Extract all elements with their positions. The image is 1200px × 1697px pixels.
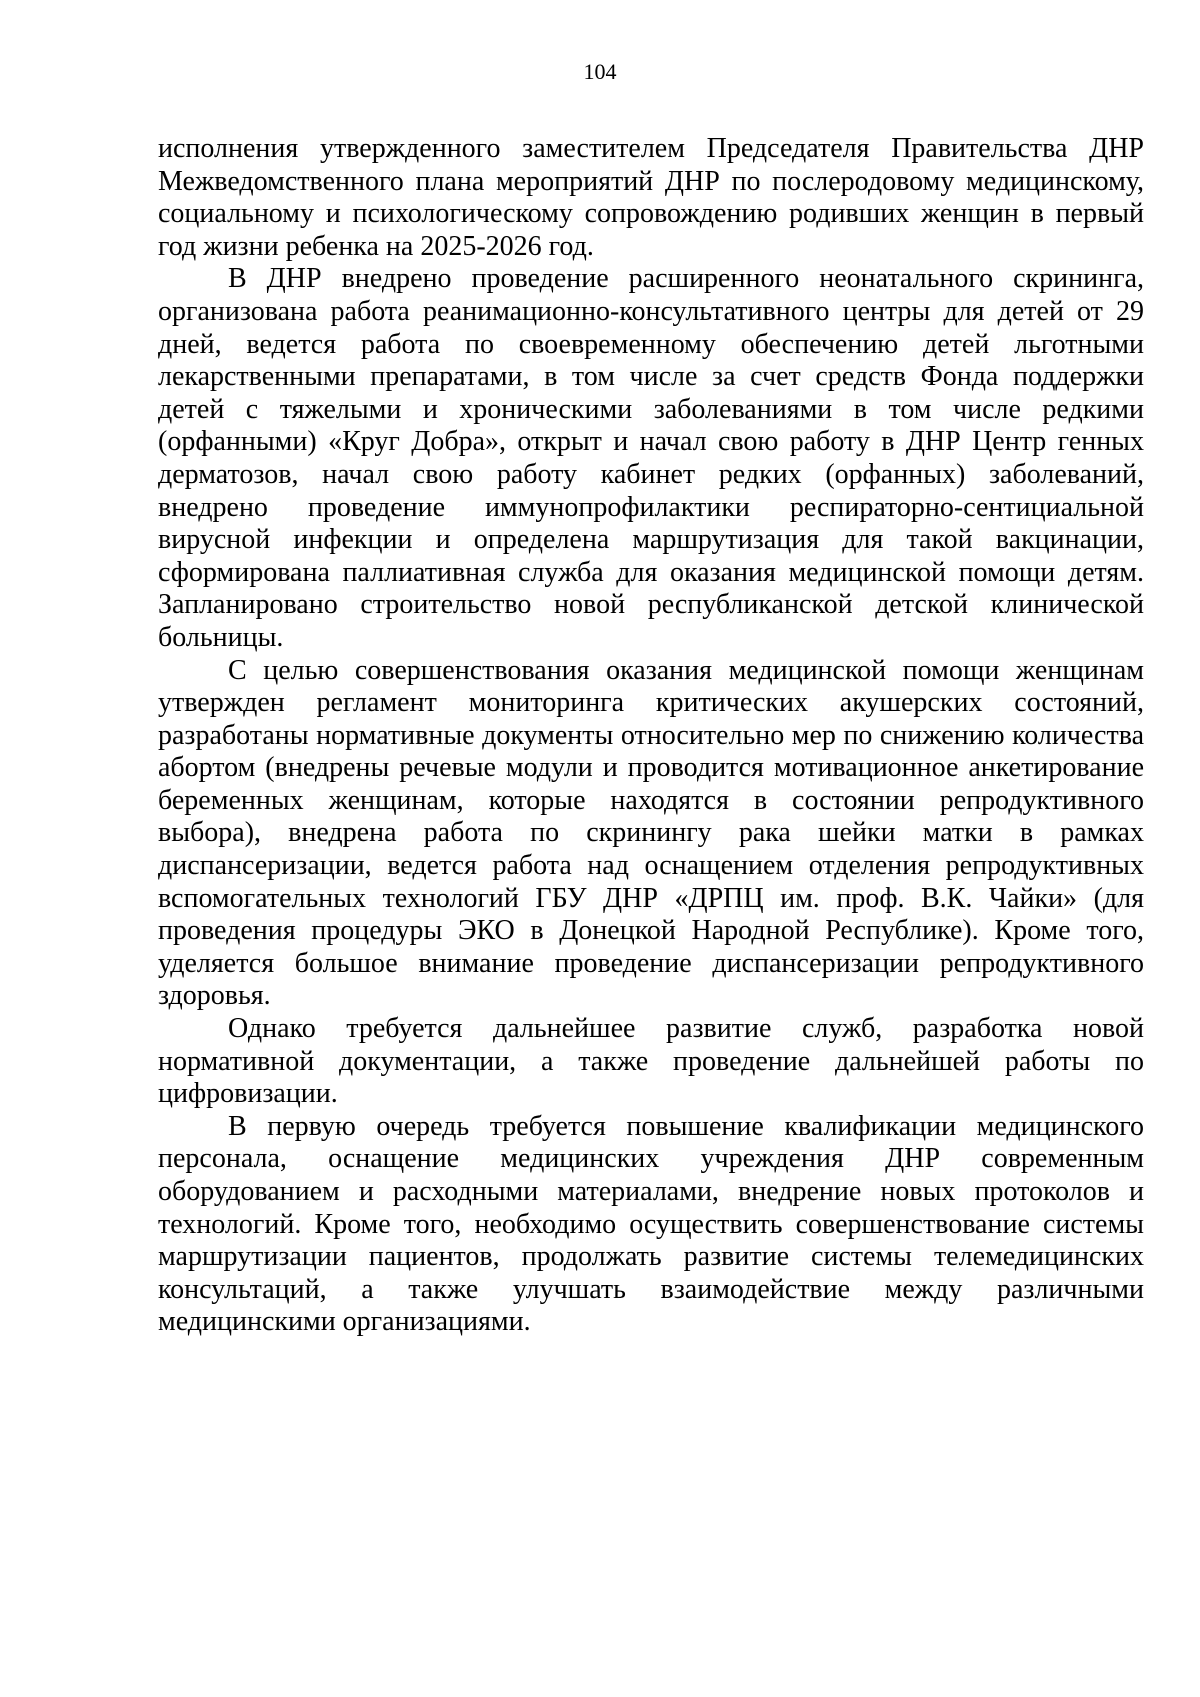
paragraph-continuation: исполнения утвержденного заместителем Председателя Правительства ДНР Межведомственного плана мероприятий ДНР по послеродовому медицинскому, социальному и психологическому сопровождению родивших женщин в первый год жизни ребенка на 2025-2026 год. <box>158 133 1144 262</box>
body-text <box>158 133 1144 1339</box>
paragraph-neonatal-screening: В ДНР внедрено проведение расширенного неонатального скрининга, организована работа реанимационно-консультативного центры для детей от 29 дней, ведется работа по своевременному обеспечению детей льготными лекарственными препаратами, в том числе за счет средств Фонда поддержки детей с тяжелыми и хроническими заболеваниями в том числе редкими (орфанными) «Круг Добра», открыт и начал свою работу в ДНР Центр генных дерматозов, начал свою работу кабинет редких (орфанных) заболеваний, внедрено проведение иммунопрофилактики респираторно-сентициальной вирусной инфекции и определена маршрутизация для такой вакцинации, сформирована паллиативная служба для оказания медицинской помощи детям. Запланировано строительство новой республиканской детской клинической больницы. <box>158 263 1144 653</box>
paragraph-priorities: В первую очередь требуется повышение квалификации медицинского персонала, оснащение медицинских учреждения ДНР современным оборудованием и расходными материалами, внедрение новых протоколов и технологий. Кроме того, необходимо осуществить совершенствование системы маршрутизации пациентов, продолжать развитие системы телемедицинских консультаций, а также улучшать взаимодействие между различными медицинскими организациями. <box>158 1110 1144 1338</box>
paragraph-further-development: Однако требуется дальнейшее развитие служб, разработка новой нормативной документации, а также проведение дальнейшей работы по цифровизации. <box>158 1013 1144 1110</box>
paragraph-women-care: С целью совершенствования оказания медицинской помощи женщинам утвержден регламент мониторинга критических акушерских состояний, разработаны нормативные документы относительно мер по снижению количества абортом (внедрены речевые модули и проводится мотивационное анкетирование беременных женщинам, которые находятся в состоянии репродуктивного выбора), внедрена работа по скринингу рака шейки матки в рамках диспансеризации, ведется работа над оснащением отделения репродуктивных вспомогательных технологий ГБУ ДНР «ДРПЦ им. проф. В.К. Чайки» (для проведения процедуры ЭКО в Донецкой Народной Республике). Кроме того, уделяется большое внимание проведение диспансеризации репродуктивного здоровья. <box>158 654 1144 1012</box>
page-number: 104 <box>583 59 617 84</box>
